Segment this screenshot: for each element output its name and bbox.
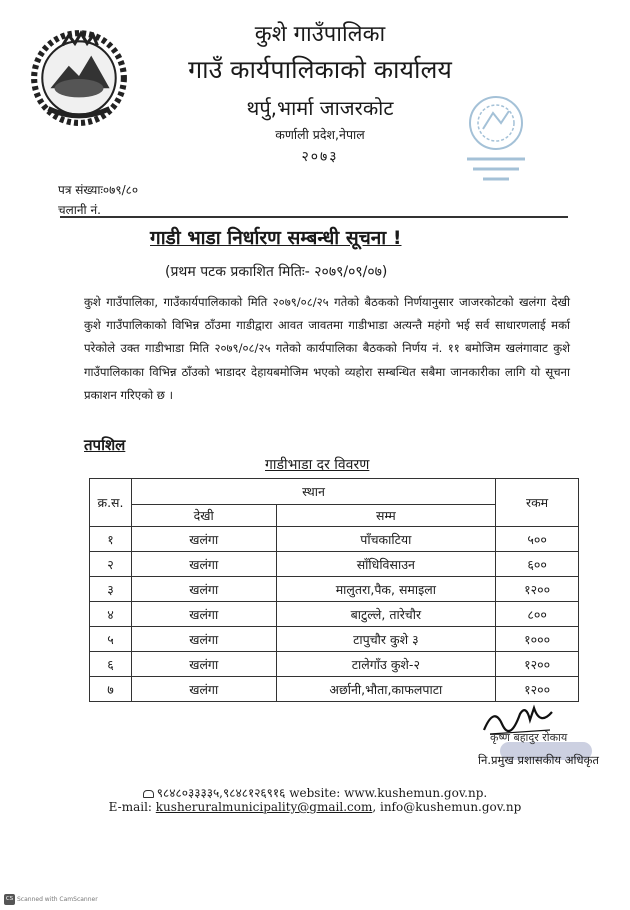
table-row: [90, 677, 579, 702]
row-to: पाँचकाटिया: [276, 527, 496, 552]
letter-number: पत्र संख्याः०७९/८०: [58, 183, 139, 197]
fare-table: [89, 478, 579, 702]
signatory-name: कृष्ण बहादुर रोकाय: [490, 731, 568, 744]
dispatch-number: चलानी नं.: [58, 203, 101, 217]
row-sn: ३: [90, 577, 132, 602]
row-amount: १०००: [496, 627, 579, 652]
office-location: थर्पु,भार्मा जाजरकोट: [246, 96, 394, 120]
row-amount: ५००: [496, 527, 579, 552]
office-name: गाउँ कार्यपालिकाको कार्यालय: [188, 55, 452, 84]
row-sn: ६: [90, 652, 132, 677]
header-place: स्थान: [131, 479, 495, 505]
contact-email: E-mail: kusheruralmunicipality@gmail.com, info@kushemun.gov.np: [108, 800, 522, 814]
website[interactable]: website: www.kushemun.gov.np.: [289, 786, 488, 800]
row-amount: ८००: [496, 602, 579, 627]
table-row: [90, 652, 579, 677]
phone-numbers: ९८४८०३३३३५,९८४८१२६९१६: [156, 786, 286, 800]
row-amount: १२००: [496, 677, 579, 702]
nepal-emblem-icon: [28, 25, 130, 127]
notice-body: कुशे गाउँपालिका, गाउँकार्यपालिकाको मिति २०७९/०८/२५ गतेको बैठकको निर्णयानुसार जाजरकोटको खलंगा देखी कुशे गाउँपालिकाको विभिन्न ठाँउमा गाडीद्वारा आवत जावतमा गाडीभाडा अत्यन्तै महंगो भई सर्व साधारणलाई मर्का परेकोले उक्त गाडीभाडा मिति २०७९/०८/२५ गतेको कार्यपालिका बैठकको निर्णय नं. ११ बमोजिम खलंगावाट कुशे गाउँपालिकाका विभिन्न ठाँउको भाडादर देहायबमोजिम भएको व्यहोरा सम्बन्धित सबैमा जानकारीका लागि यो सूचना प्रकाशन गरिएको छ ।: [84, 295, 570, 402]
scanner-text: Scanned with CamScanner: [17, 896, 98, 903]
row-sn: १: [90, 527, 132, 552]
table-title: गाडीभाडा दर विवरण: [265, 457, 370, 473]
municipality-name: कुशे गाउँपालिका: [254, 22, 386, 47]
row-to: टालेगाँउ कुशे-२: [276, 652, 496, 677]
row-amount: १२००: [496, 577, 579, 602]
row-sn: ५: [90, 627, 132, 652]
contact-phone-website: [0, 784, 630, 801]
row-from: खलंगा: [131, 552, 276, 577]
header-from: देखी: [131, 505, 276, 527]
table-row: [90, 577, 579, 602]
row-from: खलंगा: [131, 602, 276, 627]
row-to: बाटुल्ले, तारेचौर: [276, 602, 496, 627]
table-row: [90, 552, 579, 577]
notice-subject: गाडी भाडा निर्धारण सम्बन्धी सूचना !: [150, 227, 402, 249]
header-sn: क्र.स.: [90, 479, 132, 527]
email-primary[interactable]: kusheruralmunicipality@gmail.com: [155, 800, 373, 814]
camscanner-icon: CS: [4, 894, 15, 905]
row-sn: ७: [90, 677, 132, 702]
table-row: [90, 527, 579, 552]
row-from: खलंगा: [131, 527, 276, 552]
table-row: [90, 602, 579, 627]
row-amount: १२००: [496, 652, 579, 677]
header-to: सम्म: [276, 505, 496, 527]
row-from: खलंगा: [131, 577, 276, 602]
email-label: E-mail:: [108, 800, 152, 814]
row-to: टापुचौर कुशे ३: [276, 627, 496, 652]
phone-icon: [143, 790, 154, 798]
row-to: अर्छानी,भौता,काफलपाटा: [276, 677, 496, 702]
established-year: २०७३: [301, 149, 339, 165]
details-heading: तपशिल: [84, 436, 126, 454]
publication-date: (प्रथम पटक प्रकाशित मितिः- २०७९/०९/०७): [165, 264, 388, 280]
row-sn: २: [90, 552, 132, 577]
signatory-title: नि.प्रमुख प्रशासकीय अधिकृत: [478, 753, 599, 767]
table-row: [90, 627, 579, 652]
row-from: खलंगा: [131, 677, 276, 702]
row-to: साँधिविसाउन: [276, 552, 496, 577]
header-divider: [60, 216, 568, 218]
row-from: खलंगा: [131, 627, 276, 652]
scanner-watermark: [4, 894, 98, 905]
email-secondary[interactable]: info@kushemun.gov.np: [379, 800, 522, 814]
row-from: खलंगा: [131, 652, 276, 677]
header-amount: रकम: [496, 479, 579, 527]
row-sn: ४: [90, 602, 132, 627]
row-amount: ६००: [496, 552, 579, 577]
province-country: कर्णाली प्रदेश,नेपाल: [275, 127, 365, 142]
row-to: मालुतरा,पैक, समाइला: [276, 577, 496, 602]
